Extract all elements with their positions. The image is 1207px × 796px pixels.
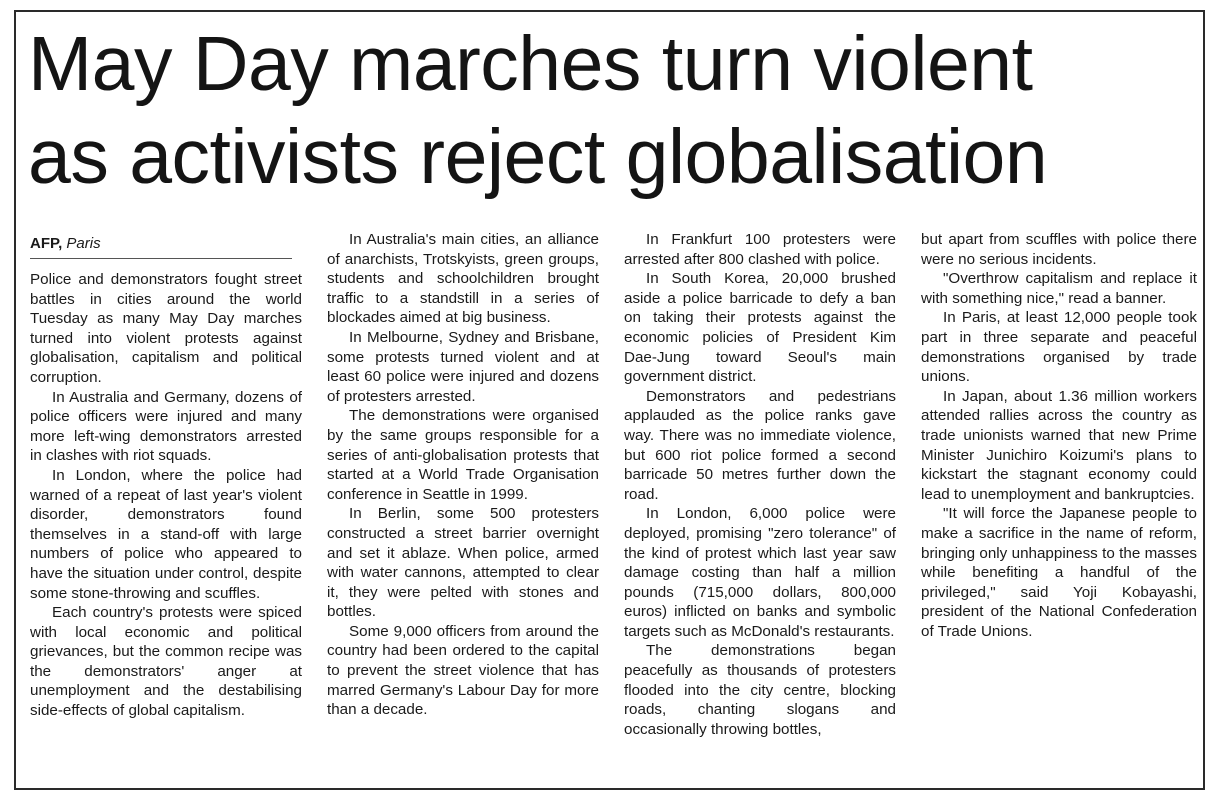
paragraph: "Overthrow capitalism and replace it with something nice," read a banner. — [921, 270, 1197, 307]
paragraph: In London, 6,000 police were deployed, promising "zero tolerance" of the kind of protest which last year saw damage costing than half a million pounds (715,000 dollars, 800,000 euros) inflicted on banks and symbolic targets such as McDonald's restaurants. — [624, 505, 896, 640]
byline-place: Paris — [66, 235, 101, 252]
paragraph: The demonstrations were organised by the same groups responsible for a series of anti-globalisation protests that started at a World Trade Organisation conference in Seattle in 1999. — [327, 407, 599, 503]
article-column-4 — [921, 230, 1197, 641]
paragraph: Demonstrators and pedestrians applauded as the police ranks gave way. There was no immediate violence, but 600 riot police formed a second barricade 50 metres further down the road. — [624, 387, 896, 503]
paragraph: The demonstrations began peacefully as thousands of protesters flooded into the city centre, blocking roads, chanting slogans and occasionally throwing bottles, — [624, 642, 896, 738]
paragraph: In Australia and Germany, dozens of police officers were injured and many more left-wing demonstrators arrested in clashes with riot squads. — [30, 388, 302, 465]
paragraph: Each country's protests were spiced with local economic and political grievances, but the common recipe was the demonstrators' anger at unemployment and the destabilising side-effects of global capitalism. — [30, 604, 302, 720]
paragraph: In Australia's main cities, an alliance of anarchists, Trotskyists, green groups, students and schoolchildren brought traffic to a standstill in a series of blockades aimed at big business. — [327, 231, 599, 327]
paragraph: In Berlin, some 500 protesters constructed a street barrier overnight and set it ablaze. When police, armed with water cannons, attempted to clear it, they were pelted with stones and bottles. — [327, 505, 599, 621]
paragraph: but apart from scuffles with police there were no serious incidents. — [921, 231, 1197, 268]
paragraph: Some 9,000 officers from around the country had been ordered to the capital to prevent the street violence that has marred Germany's Labour Day for more than a decade. — [327, 622, 599, 719]
paragraph: In Frankfurt 100 protesters were arrested after 800 clashed with police. — [624, 231, 896, 268]
paragraph: In London, where the police had warned of a repeat of last year's violent disorder, demonstrators found themselves in a stand-off with large numbers of police who appeared to have the situation under control, despite some stone-throwing and scuffles. — [30, 466, 302, 602]
article-column-1 — [30, 270, 302, 721]
paragraph: In Melbourne, Sydney and Brisbane, some protests turned violent and at least 60 police were injured and dozens of protesters arrested. — [327, 328, 599, 405]
article-column-2 — [327, 230, 599, 720]
headline-line-1: May Day marches turn violent — [28, 21, 1033, 107]
headline-line-2: as activists reject globalisation — [28, 114, 1048, 200]
byline — [30, 234, 292, 259]
article-frame — [14, 10, 1205, 790]
paragraph: In South Korea, 20,000 brushed aside a police barricade to defy a ban on taking their protests against the economic policies of President Kim Dae-Jung toward Seoul's main government district. — [624, 270, 896, 386]
paragraph: Police and demonstrators fought street battles in cities around the world Tuesday as many May Day marches turned into violent protests against globalisation, capitalism and political corruption. — [30, 271, 302, 386]
paragraph: In Japan, about 1.36 million workers attended rallies across the country as trade unionists warned that new Prime Minister Junichiro Koizumi's plans to kickstart the stagnant economy could lead to unemployment and bankruptcies. — [921, 387, 1197, 503]
byline-agency: AFP, — [30, 235, 63, 252]
article-column-3 — [624, 230, 896, 739]
paragraph: In Paris, at least 12,000 people took part in three separate and peaceful demonstrations organised by trade unions. — [921, 309, 1197, 386]
paragraph: "It will force the Japanese people to make a sacrifice in the name of reform, bringing only unhappiness to the masses while benefiting a handful of the privileged," said Yoji Kobayashi, president of the National Confederation of Trade Unions. — [921, 505, 1197, 640]
headline — [28, 18, 1047, 204]
